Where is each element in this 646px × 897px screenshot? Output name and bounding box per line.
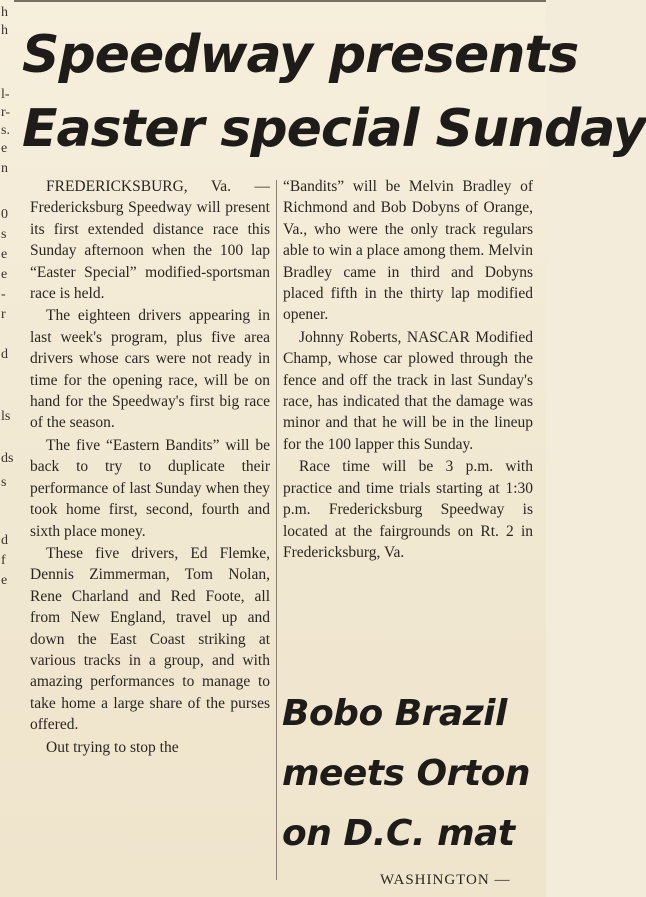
article-lead-paragraph [30,176,270,304]
gutter-fragment: e [1,573,8,588]
article-column-right [283,176,533,563]
second-headline-line-1: Bobo Brazil [282,693,507,734]
article-paragraph: Out trying to stop the [46,738,179,756]
left-gutter-fragments [0,0,14,897]
headline-line-1: Speedway presents [22,25,579,85]
article-paragraph: These five drivers, Ed Flemke, Dennis Zimmerman, Tom Nolan, Rene Charland and Red Foote, all from New England, travel up and down the East Coast striking at various tracks in a group, and with amazing performances to manage to take home a large share of the purses offered. [30,544,270,734]
gutter-fragment: l- [1,87,10,102]
article-paragraph: “Bandits” will be Melvin Bradley of Richmond and Bob Dobyns of Orange, Va., who were the only track regulars able to win a place among them. Melvin Bradley came in third and Dobyns placed fifth in the thirty lap modified opener. [283,178,533,324]
gutter-fragment: d [1,347,8,362]
article-paragraph: Race time will be 3 p.m. with practice and time trials starting at 1:30 p.m. Fredericksburg Speedway is located at the fairgrounds on Rt. 2 in Fredericksburg, Va. [283,458,533,561]
article-dateline: FREDERICKSBURG, Va. [46,178,232,195]
second-headline-line-2: meets Orton [282,753,530,794]
gutter-fragment: e [1,141,8,156]
second-article-dateline: WASHINGTON — [380,872,511,888]
headline-line-2: Easter special Sunday [22,99,646,159]
column-divider [276,180,277,880]
article-paragraph: The five “Eastern Bandits” will be back to try to duplicate their performance of last Sunday when they took home first, second, fourth and sixth place money. [30,436,270,540]
article-paragraph: The eighteen drivers appearing in last week's program, plus five area drivers whose cars were not ready in time for the opening race, will be on hand for the Speedway's first big race of the season. [30,307,270,432]
top-rule [14,0,546,6]
gutter-fragment: - [1,287,6,302]
gutter-fragment: h [1,5,8,20]
gutter-fragment: s [1,475,7,490]
gutter-fragment: ls [1,409,11,424]
gutter-fragment: ds [1,451,14,466]
gutter-fragment: n [1,161,8,176]
gutter-fragment: 0 [1,207,8,222]
gutter-fragment: h [1,23,8,38]
gutter-fragment: r- [1,105,11,120]
gutter-fragment: e [1,247,8,262]
gutter-fragment: r [1,307,6,322]
gutter-fragment: s. [1,123,10,138]
gutter-fragment: d [1,533,8,548]
gutter-fragment: e [1,267,8,282]
article-column-left [30,176,270,758]
gutter-fragment: s [1,227,7,242]
second-headline-line-3: on D.C. mat [282,813,515,854]
article-paragraph: Johnny Roberts, NASCAR Modified Champ, whose car plowed through the fence and off the track in last Sunday's race, has indicated that the damage was minor and that he will be in the lineup for the 100 lapper this Sunday. [283,328,533,453]
lead-text: —Fredericksburg Speedway will present its first extended distance race this Sunday afternoon when the 100 lap “Easter Special” modified-sportsman race is held. [30,178,270,303]
gutter-fragment: f [1,553,6,568]
